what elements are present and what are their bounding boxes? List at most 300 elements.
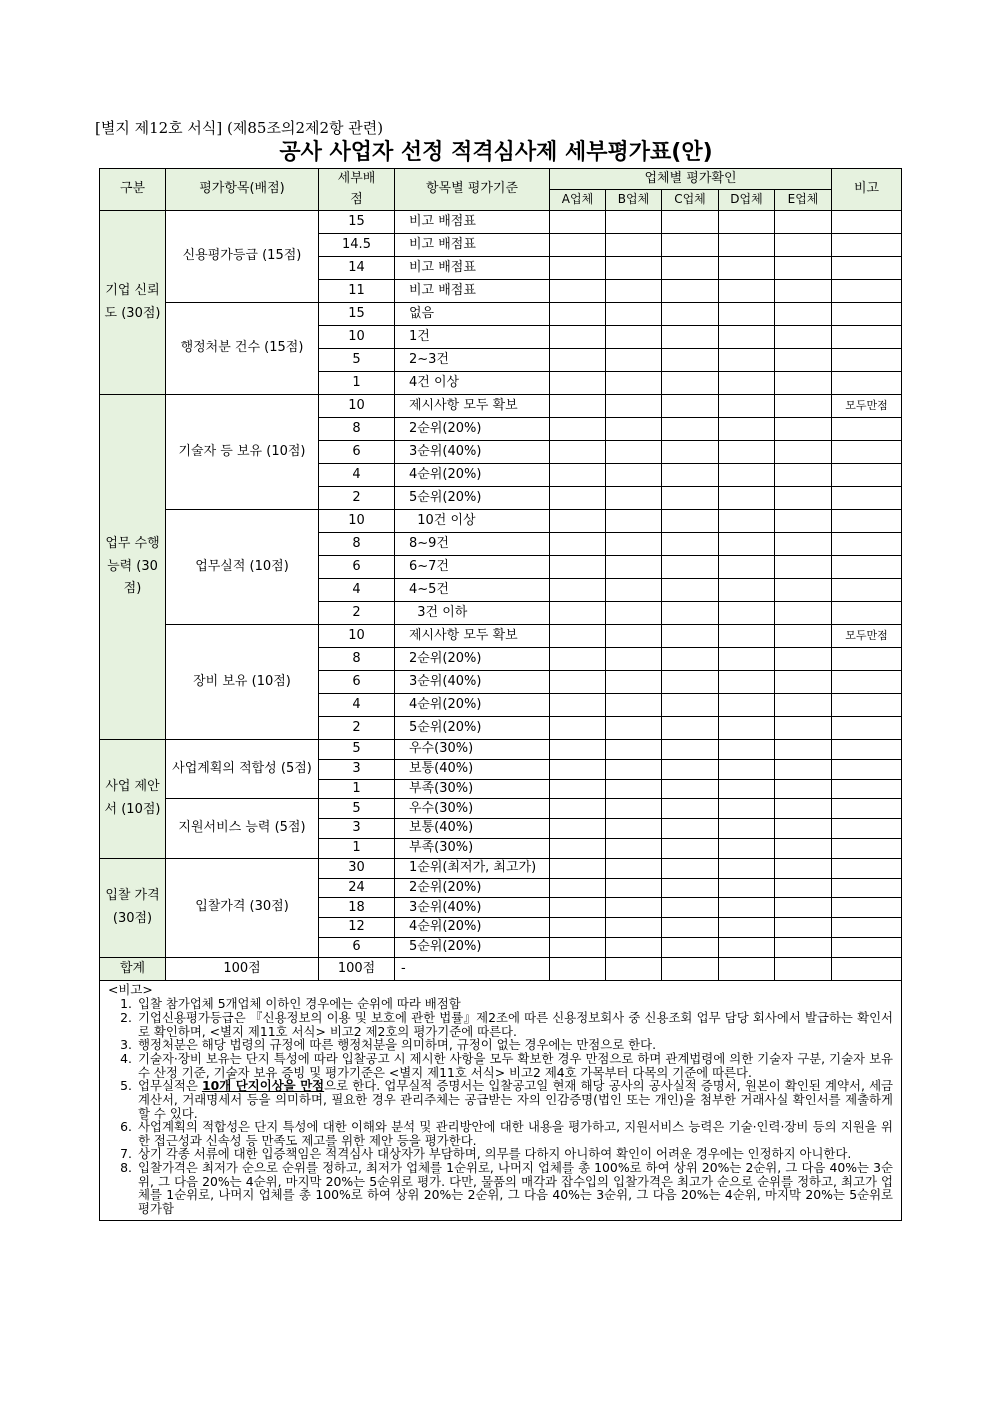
header-company-d: D업체	[719, 190, 775, 211]
item-cell: 신용평가등급 (15점)	[166, 211, 319, 303]
remark-cell	[832, 349, 902, 372]
company-score-cell[interactable]	[550, 211, 606, 234]
company-score-cell[interactable]	[606, 280, 662, 303]
company-score-cell[interactable]	[550, 671, 606, 694]
company-score-cell[interactable]	[775, 740, 832, 760]
company-score-cell[interactable]	[662, 349, 719, 372]
company-score-cell[interactable]	[719, 918, 775, 938]
company-score-cell[interactable]	[606, 898, 662, 918]
company-score-cell[interactable]	[550, 418, 606, 441]
remark-cell	[832, 326, 902, 349]
company-score-cell[interactable]	[606, 838, 662, 858]
company-score-cell[interactable]	[662, 717, 719, 740]
criteria-cell: 보통(40%)	[395, 819, 550, 839]
category-cell: 사업 제안서 (10점)	[100, 740, 166, 859]
criteria-cell: 4순위(20%)	[395, 464, 550, 487]
points-cell: 24	[319, 878, 395, 898]
company-score-cell[interactable]	[550, 898, 606, 918]
company-score-cell[interactable]	[662, 556, 719, 579]
points-cell: 8	[319, 418, 395, 441]
item-cell: 입찰가격 (30점)	[166, 858, 319, 957]
table-row	[100, 858, 902, 878]
company-score-cell[interactable]	[550, 648, 606, 671]
company-score-cell[interactable]	[775, 779, 832, 799]
company-score-cell[interactable]	[775, 858, 832, 878]
points-cell: 15	[319, 303, 395, 326]
company-score-cell[interactable]	[775, 717, 832, 740]
company-score-cell[interactable]	[775, 937, 832, 957]
company-score-cell[interactable]	[719, 671, 775, 694]
company-score-cell[interactable]	[550, 372, 606, 395]
points-cell: 4	[319, 464, 395, 487]
points-cell: 3	[319, 819, 395, 839]
company-score-cell[interactable]	[719, 602, 775, 625]
company-score-cell[interactable]	[550, 257, 606, 280]
table-row	[100, 211, 902, 234]
item-cell: 행정처분 건수 (15점)	[166, 303, 319, 395]
remark-cell	[832, 441, 902, 464]
company-score-cell[interactable]	[719, 234, 775, 257]
company-score-cell[interactable]	[775, 349, 832, 372]
company-score-cell[interactable]	[719, 487, 775, 510]
criteria-cell: 8~9건	[395, 533, 550, 556]
company-score-cell[interactable]	[719, 418, 775, 441]
company-score-cell[interactable]	[719, 395, 775, 418]
remark-cell	[832, 819, 902, 839]
company-score-cell[interactable]	[775, 878, 832, 898]
remark-cell	[832, 579, 902, 602]
company-score-cell[interactable]	[606, 694, 662, 717]
company-score-cell[interactable]	[662, 937, 719, 957]
criteria-cell: 4순위(20%)	[395, 918, 550, 938]
company-score-cell[interactable]	[606, 395, 662, 418]
company-score-cell[interactable]	[606, 819, 662, 839]
remark-cell	[832, 918, 902, 938]
company-score-cell[interactable]	[719, 838, 775, 858]
criteria-cell: 3순위(40%)	[395, 671, 550, 694]
company-score-cell[interactable]	[606, 487, 662, 510]
table-row	[100, 740, 902, 760]
company-score-cell[interactable]	[606, 372, 662, 395]
company-score-cell[interactable]	[550, 280, 606, 303]
company-score-cell[interactable]	[550, 602, 606, 625]
company-score-cell[interactable]	[662, 838, 719, 858]
company-score-cell[interactable]	[662, 957, 719, 980]
criteria-cell: 5순위(20%)	[395, 717, 550, 740]
company-score-cell[interactable]	[550, 556, 606, 579]
points-cell: 10	[319, 510, 395, 533]
note-number: 1.	[120, 996, 132, 1012]
company-score-cell[interactable]	[719, 303, 775, 326]
criteria-cell: 2~3건	[395, 349, 550, 372]
remark-cell: 모두만점	[832, 625, 902, 648]
company-score-cell[interactable]	[550, 799, 606, 819]
company-score-cell[interactable]	[606, 858, 662, 878]
company-score-cell[interactable]	[775, 326, 832, 349]
company-score-cell[interactable]	[775, 838, 832, 858]
criteria-cell: 3건 이하	[395, 602, 550, 625]
company-score-cell[interactable]	[550, 326, 606, 349]
company-score-cell[interactable]	[662, 819, 719, 839]
company-score-cell[interactable]	[719, 819, 775, 839]
company-score-cell[interactable]	[662, 303, 719, 326]
company-score-cell[interactable]	[719, 878, 775, 898]
points-cell: 1	[319, 372, 395, 395]
note-text: 행정처분은 해당 법령의 규정에 따른 행정처분을 의미하며, 규정이 없는 경우에는 만점으로 한다.	[138, 1037, 657, 1053]
company-score-cell[interactable]	[719, 740, 775, 760]
table-row	[100, 395, 902, 418]
company-score-cell[interactable]	[662, 918, 719, 938]
company-score-cell[interactable]	[662, 395, 719, 418]
company-score-cell[interactable]	[550, 779, 606, 799]
note-text: 사업계획의 적합성은 단지 특성에 대한 이해와 분석 및 관리방안에 대한 내용을 평가하고, 지원서비스 능력은 기술·인력·장비 등의 지원을 위한 접근성과 신속성 등 만족도 제고를 위한 제안 등을 평가한다.	[138, 1119, 894, 1148]
company-score-cell[interactable]	[550, 819, 606, 839]
criteria-cell: 우수(30%)	[395, 799, 550, 819]
company-score-cell[interactable]	[662, 533, 719, 556]
company-score-cell[interactable]	[662, 858, 719, 878]
note-text: 상기 각종 서류에 대한 입증책임은 적격심사 대상자가 부담하며, 의무를 다하지 아니하여 확인이 어려운 경우에는 인정하지 아니한다.	[138, 1146, 852, 1162]
company-score-cell[interactable]	[606, 717, 662, 740]
company-score-cell[interactable]	[719, 759, 775, 779]
company-score-cell[interactable]	[606, 418, 662, 441]
company-score-cell[interactable]	[550, 878, 606, 898]
remark-cell	[832, 487, 902, 510]
points-cell: 18	[319, 898, 395, 918]
company-score-cell[interactable]	[775, 211, 832, 234]
company-score-cell[interactable]	[550, 717, 606, 740]
company-score-cell[interactable]	[606, 648, 662, 671]
company-score-cell[interactable]	[550, 957, 606, 980]
notes-row	[100, 980, 902, 1220]
note-number: 5.	[120, 1078, 132, 1094]
total-label: 합계	[100, 957, 166, 980]
criteria-cell: 1순위(최저가, 최고가)	[395, 858, 550, 878]
company-score-cell[interactable]	[719, 717, 775, 740]
points-cell: 15	[319, 211, 395, 234]
company-score-cell[interactable]	[550, 303, 606, 326]
company-score-cell[interactable]	[775, 957, 832, 980]
company-score-cell[interactable]	[662, 759, 719, 779]
points-cell: 8	[319, 648, 395, 671]
category-cell: 기업 신뢰도 (30점)	[100, 211, 166, 395]
company-score-cell[interactable]	[550, 937, 606, 957]
company-score-cell[interactable]	[606, 937, 662, 957]
criteria-cell: 제시사항 모두 확보	[395, 625, 550, 648]
note-text-rest: 으로 한다. 업무실적 증명서는 입찰공고일 현재 해당 공사의 공사실적 증명서, 원본이 확인된 계약서, 세금계산서, 거래명세서 등을 의미하며, 필요한 경우 관리주체는 공급받는 자의 인감증명(법인 또는 개인)을 첨부한 거래사실 확인서를 제출하게 할 수 있다.	[138, 1078, 894, 1121]
company-score-cell[interactable]	[719, 625, 775, 648]
company-score-cell[interactable]	[775, 671, 832, 694]
company-score-cell[interactable]	[550, 759, 606, 779]
company-score-cell[interactable]	[550, 464, 606, 487]
criteria-cell: 3순위(40%)	[395, 441, 550, 464]
company-score-cell[interactable]	[550, 858, 606, 878]
company-score-cell[interactable]	[662, 625, 719, 648]
company-score-cell[interactable]	[662, 372, 719, 395]
note-number: 4.	[120, 1050, 132, 1066]
remark-cell	[832, 937, 902, 957]
company-score-cell[interactable]	[606, 759, 662, 779]
note-item	[108, 1011, 893, 1038]
company-score-cell[interactable]	[606, 234, 662, 257]
evaluation-table	[99, 168, 902, 1221]
company-score-cell[interactable]	[606, 779, 662, 799]
company-score-cell[interactable]	[550, 234, 606, 257]
points-cell: 11	[319, 280, 395, 303]
remark-cell	[832, 464, 902, 487]
company-score-cell[interactable]	[719, 694, 775, 717]
remark-cell	[832, 234, 902, 257]
total-item: 100점	[166, 957, 319, 980]
header-item: 평가항목(배점)	[166, 169, 319, 211]
company-score-cell[interactable]	[719, 898, 775, 918]
company-score-cell[interactable]	[719, 257, 775, 280]
company-score-cell[interactable]	[662, 740, 719, 760]
company-score-cell[interactable]	[775, 487, 832, 510]
header-company-a: A업체	[550, 190, 606, 211]
criteria-cell: 2순위(20%)	[395, 648, 550, 671]
company-score-cell[interactable]	[606, 533, 662, 556]
company-score-cell[interactable]	[775, 759, 832, 779]
company-score-cell[interactable]	[550, 395, 606, 418]
points-cell: 1	[319, 838, 395, 858]
company-score-cell[interactable]	[775, 694, 832, 717]
company-score-cell[interactable]	[719, 957, 775, 980]
company-score-cell[interactable]	[550, 441, 606, 464]
remark-cell	[832, 779, 902, 799]
company-score-cell[interactable]	[662, 648, 719, 671]
company-score-cell[interactable]	[550, 487, 606, 510]
remark-cell	[832, 957, 902, 980]
table-row	[100, 625, 902, 648]
company-score-cell[interactable]	[662, 898, 719, 918]
points-cell: 5	[319, 799, 395, 819]
company-score-cell[interactable]	[606, 602, 662, 625]
company-score-cell[interactable]	[606, 671, 662, 694]
item-cell: 기술자 등 보유 (10점)	[166, 395, 319, 510]
company-score-cell[interactable]	[719, 372, 775, 395]
item-cell: 지원서비스 능력 (5점)	[166, 799, 319, 858]
note-number: 7.	[120, 1146, 132, 1162]
company-score-cell[interactable]	[550, 838, 606, 858]
remark-cell	[832, 303, 902, 326]
remark-cell	[832, 694, 902, 717]
points-cell: 2	[319, 602, 395, 625]
company-score-cell[interactable]	[775, 303, 832, 326]
company-score-cell[interactable]	[662, 418, 719, 441]
company-score-cell[interactable]	[662, 441, 719, 464]
points-cell: 5	[319, 740, 395, 760]
company-score-cell[interactable]	[606, 464, 662, 487]
company-score-cell[interactable]	[775, 602, 832, 625]
company-score-cell[interactable]	[775, 280, 832, 303]
company-score-cell[interactable]	[775, 819, 832, 839]
remark-cell	[832, 556, 902, 579]
company-score-cell[interactable]	[606, 957, 662, 980]
company-score-cell[interactable]	[719, 464, 775, 487]
criteria-cell: 3순위(40%)	[395, 898, 550, 918]
company-score-cell[interactable]	[775, 372, 832, 395]
remark-cell	[832, 799, 902, 819]
company-score-cell[interactable]	[662, 257, 719, 280]
points-cell: 14.5	[319, 234, 395, 257]
header-company-confirm: 업체별 평가확인	[550, 169, 832, 190]
company-score-cell[interactable]	[606, 740, 662, 760]
company-score-cell[interactable]	[662, 464, 719, 487]
notes-title: <비고>	[108, 981, 153, 997]
remark-cell	[832, 740, 902, 760]
note-number: 2.	[120, 1010, 132, 1026]
points-cell: 14	[319, 257, 395, 280]
company-score-cell[interactable]	[719, 280, 775, 303]
company-score-cell[interactable]	[775, 556, 832, 579]
company-score-cell[interactable]	[606, 878, 662, 898]
company-score-cell[interactable]	[775, 625, 832, 648]
total-criteria: -	[395, 957, 550, 980]
company-score-cell[interactable]	[775, 257, 832, 280]
header-category: 구분	[100, 169, 166, 211]
company-score-cell[interactable]	[719, 579, 775, 602]
table-row	[100, 799, 902, 819]
company-score-cell[interactable]	[775, 418, 832, 441]
company-score-cell[interactable]	[606, 556, 662, 579]
company-score-cell[interactable]	[775, 395, 832, 418]
remark-cell	[832, 671, 902, 694]
company-score-cell[interactable]	[719, 799, 775, 819]
company-score-cell[interactable]	[662, 326, 719, 349]
note-text-emphasis: 10개 단지이상을 만점	[202, 1078, 325, 1094]
company-score-cell[interactable]	[662, 779, 719, 799]
note-item	[108, 1147, 893, 1161]
company-score-cell[interactable]	[550, 694, 606, 717]
company-score-cell[interactable]	[550, 533, 606, 556]
note-text: 기술자·장비 보유는 단지 특성에 따라 입찰공고 시 제시한 사항을 모두 확보한 경우 만점으로 하며 관계법령에 의한 기술자 구분, 기술자 보유수 산정 기준, 기술자 보유 증빙 및 평가기준은 <별지 제11호 서식> 비고2 제4호 가목부터 다목의 기준에 따른다.	[138, 1050, 894, 1080]
company-score-cell[interactable]	[606, 510, 662, 533]
points-cell: 6	[319, 556, 395, 579]
criteria-cell: 부족(30%)	[395, 838, 550, 858]
company-score-cell[interactable]	[606, 211, 662, 234]
company-score-cell[interactable]	[606, 441, 662, 464]
remark-cell	[832, 280, 902, 303]
company-score-cell[interactable]	[550, 918, 606, 938]
company-score-cell[interactable]	[775, 799, 832, 819]
criteria-cell: 없음	[395, 303, 550, 326]
company-score-cell[interactable]	[719, 937, 775, 957]
criteria-cell: 보통(40%)	[395, 759, 550, 779]
company-score-cell[interactable]	[606, 579, 662, 602]
company-score-cell[interactable]	[719, 533, 775, 556]
remark-cell	[832, 510, 902, 533]
remark-cell	[832, 602, 902, 625]
remark-cell	[832, 648, 902, 671]
company-score-cell[interactable]	[606, 625, 662, 648]
company-score-cell[interactable]	[662, 694, 719, 717]
company-score-cell[interactable]	[719, 779, 775, 799]
points-cell: 8	[319, 533, 395, 556]
company-score-cell[interactable]	[719, 858, 775, 878]
company-score-cell[interactable]	[662, 280, 719, 303]
company-score-cell[interactable]	[775, 441, 832, 464]
company-score-cell[interactable]	[719, 349, 775, 372]
company-score-cell[interactable]	[775, 648, 832, 671]
table-row	[100, 303, 902, 326]
company-score-cell[interactable]	[662, 602, 719, 625]
company-score-cell[interactable]	[550, 740, 606, 760]
header-company-c: C업체	[662, 190, 719, 211]
criteria-cell: 1건	[395, 326, 550, 349]
company-score-cell[interactable]	[775, 234, 832, 257]
company-score-cell[interactable]	[719, 326, 775, 349]
company-score-cell[interactable]	[606, 799, 662, 819]
points-cell: 6	[319, 441, 395, 464]
points-cell: 4	[319, 694, 395, 717]
company-score-cell[interactable]	[606, 349, 662, 372]
company-score-cell[interactable]	[662, 211, 719, 234]
note-text: 입찰가격은 최저가 순으로 순위를 정하고, 최저가 업체를 1순위로, 나머지 업체를 총 100%로 하여 상위 20%는 2순위, 그 다음 40%는 3순위, 그 다음 20%는 4순위, 마지막 20%는 5순위로 평가. 다만, 물품의 매각과 잡수입의 입찰가격은 최고가 순으로 순위를 정하고, 최고가 업체를 1순위로, 나머지 업체를 총 100%로 하여 상위 20%는 2순위, 그 다음 40%는 3순위, 그 다음 20%는 4순위, 마지막 20%는 5순위로 평가함	[138, 1160, 894, 1217]
remark-cell	[832, 533, 902, 556]
company-score-cell[interactable]	[719, 648, 775, 671]
company-score-cell[interactable]	[719, 441, 775, 464]
company-score-cell[interactable]	[775, 898, 832, 918]
company-score-cell[interactable]	[719, 556, 775, 579]
company-score-cell[interactable]	[662, 799, 719, 819]
remark-cell	[832, 418, 902, 441]
company-score-cell[interactable]	[550, 625, 606, 648]
remark-cell	[832, 717, 902, 740]
item-cell: 업무실적 (10점)	[166, 510, 319, 625]
company-score-cell[interactable]	[606, 303, 662, 326]
header-company-b: B업체	[606, 190, 662, 211]
company-score-cell[interactable]	[550, 510, 606, 533]
remark-cell: 모두만점	[832, 395, 902, 418]
note-item	[108, 1038, 893, 1052]
company-score-cell[interactable]	[662, 878, 719, 898]
note-item	[108, 1079, 893, 1120]
company-score-cell[interactable]	[775, 918, 832, 938]
company-score-cell[interactable]	[662, 579, 719, 602]
company-score-cell[interactable]	[662, 510, 719, 533]
company-score-cell[interactable]	[606, 918, 662, 938]
company-score-cell[interactable]	[662, 234, 719, 257]
notes-section	[100, 980, 902, 1220]
note-item	[108, 1052, 893, 1079]
points-cell: 6	[319, 671, 395, 694]
company-score-cell[interactable]	[775, 533, 832, 556]
company-score-cell[interactable]	[550, 579, 606, 602]
note-number: 8.	[120, 1160, 132, 1176]
company-score-cell[interactable]	[775, 510, 832, 533]
points-cell: 2	[319, 717, 395, 740]
company-score-cell[interactable]	[606, 257, 662, 280]
company-score-cell[interactable]	[606, 326, 662, 349]
criteria-cell: 우수(30%)	[395, 740, 550, 760]
category-cell: 업무 수행 능력 (30점)	[100, 395, 166, 740]
company-score-cell[interactable]	[550, 349, 606, 372]
item-cell: 장비 보유 (10점)	[166, 625, 319, 740]
points-cell: 3	[319, 759, 395, 779]
criteria-cell: 2순위(20%)	[395, 878, 550, 898]
criteria-cell: 부족(30%)	[395, 779, 550, 799]
company-score-cell[interactable]	[719, 211, 775, 234]
company-score-cell[interactable]	[719, 510, 775, 533]
criteria-cell: 5순위(20%)	[395, 937, 550, 957]
company-score-cell[interactable]	[662, 671, 719, 694]
company-score-cell[interactable]	[662, 487, 719, 510]
company-score-cell[interactable]	[775, 464, 832, 487]
criteria-cell: 비고 배점표	[395, 234, 550, 257]
note-text-pre: 업무실적은	[138, 1078, 203, 1094]
remark-cell	[832, 211, 902, 234]
company-score-cell[interactable]	[775, 579, 832, 602]
